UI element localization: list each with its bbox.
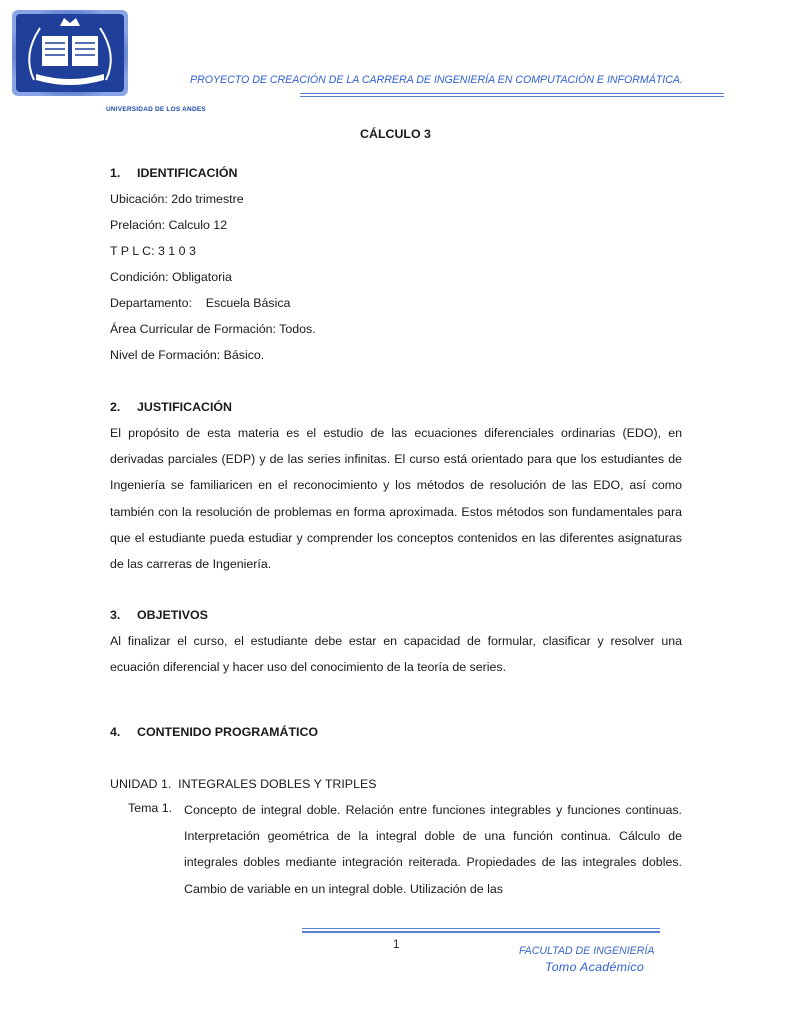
info-line-departamento: Departamento: Escuela Básica: [110, 296, 291, 310]
unidad-heading: UNIDAD 1. INTEGRALES DOBLES Y TRIPLES: [110, 777, 377, 791]
section-number: 2.: [110, 400, 121, 414]
tema-label: Tema 1.: [128, 801, 173, 815]
info-line-tplc: T P L C: 3 1 0 3: [110, 244, 196, 258]
section-title: OBJETIVOS: [137, 608, 208, 622]
section-heading-justificacion: [110, 400, 232, 414]
objetivos-paragraph: Al finalizar el curso, el estudiante debe estar en capacidad de formular, clasificar y resolver una ecuación diferencial y hacer uso del conocimiento de la teoría de series.: [110, 634, 682, 675]
section-number: 4.: [110, 725, 121, 739]
tema-description: Concepto de integral doble. Relación entre funciones integrables y funciones continuas. Interpretación geométrica de la integral doble de una función continua. Cálculo de integrales dobles mediante integración reiterada. Propiedades de las integrales dobles. Cambio de variable en un integral doble. Utilización de las: [184, 803, 682, 896]
tomo-academico: Tomo Académico: [545, 960, 645, 974]
section-number: 3.: [110, 608, 121, 622]
university-name: UNIVERSIDAD DE LOS ANDES: [106, 106, 206, 113]
footer-divider: [302, 928, 660, 933]
faculty-name: FACULTAD DE INGENIERÍA: [519, 945, 655, 957]
info-line-prelacion: Prelación: Calculo 12: [110, 218, 228, 232]
section-number: 1.: [110, 166, 121, 180]
document-title: CÁLCULO 3: [360, 127, 431, 141]
page-number: 1: [393, 939, 400, 951]
section-heading-identificacion: [110, 166, 238, 180]
section-heading-objetivos: [110, 608, 208, 622]
info-line-condicion: Condición: Obligatoria: [110, 270, 232, 284]
project-title: PROYECTO DE CREACIÓN DE LA CARRERA DE INGENIERÍA EN COMPUTACIÓN E INFORMÁTICA.: [190, 74, 683, 86]
info-line-nivel: Nivel de Formación: Básico.: [110, 348, 265, 362]
university-seal-icon: [12, 10, 128, 96]
section-title: JUSTIFICACIÓN: [137, 400, 232, 414]
justificacion-paragraph: El propósito de esta materia es el estudio de las ecuaciones diferenciales ordinarias (EDO), en derivadas parciales (EDP) y de las series infinitas. El curso está orientado para que los estudiantes de Ingeniería se familiaricen en el reconocimiento y los métodos de resolución de las EDO, así como también con la resolución de problemas en forma aproximada. Estos métodos son fundamentales para que el estudiante pueda estudiar y comprender los conceptos contenidos en las diferentes asignaturas de las carreras de Ingeniería.: [110, 426, 682, 572]
header-divider: [300, 93, 724, 97]
section-title: CONTENIDO PROGRAMÁTICO: [137, 725, 319, 739]
info-line-area: Área Curricular de Formación: Todos.: [110, 322, 316, 336]
section-title: IDENTIFICACIÓN: [137, 166, 238, 180]
info-line-ubicacion: Ubicación: 2do trimestre: [110, 192, 244, 206]
section-heading-contenido: [110, 725, 318, 739]
